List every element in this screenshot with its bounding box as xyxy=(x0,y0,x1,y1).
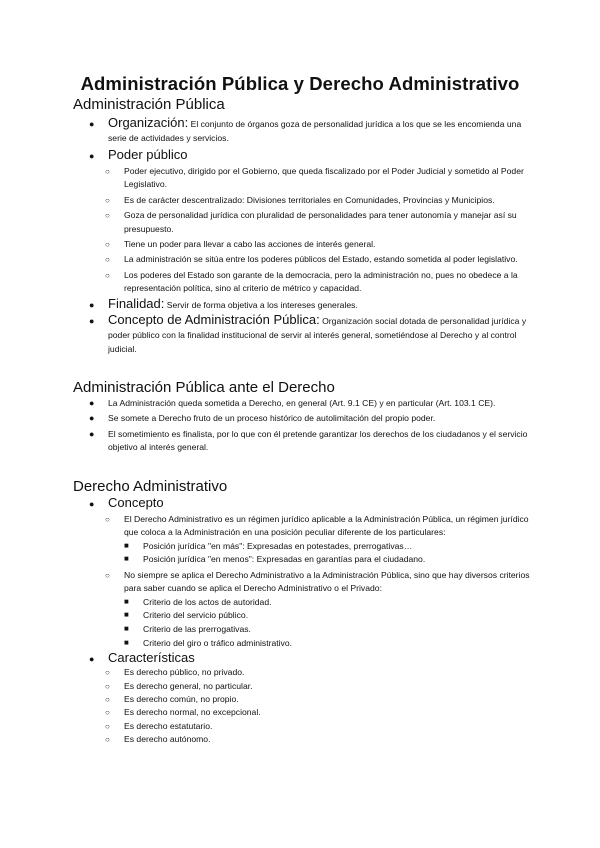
circle-bullet-icon: ○ xyxy=(105,211,110,221)
circle-bullet-icon: ○ xyxy=(105,270,110,280)
square-bullet-icon: ■ xyxy=(124,596,129,606)
list-item: ○ Es derecho general, no particular. xyxy=(105,680,534,693)
list-item: ○ El Derecho Administrativo es un régimen jurídico aplicable a la Administración Pública, un régimen jurídico que coloca a la Administración en una posición peculiar diferente de los particulares: ■ Posición jurídica "en más": Expresadas en potestades, prerrogativas… ■ Posición jurídica "en menos": Expresadas en garantías para el ciudadano. xyxy=(105,513,534,567)
circle-bullet-icon: ○ xyxy=(105,668,110,678)
circle-bullet-icon: ○ xyxy=(105,681,110,691)
bullet-icon: ● xyxy=(89,398,95,408)
page-title: Administración Pública y Derecho Administrativo xyxy=(80,73,520,94)
list-item: ○ Tiene un poder para llevar a cabo las acciones de interés general. xyxy=(105,238,534,251)
list-item: ○ Poder ejecutivo, dirigido por el Gobierno, que queda fiscalizado por el Poder Judicial y sometido al Poder Legislativo. xyxy=(105,166,524,190)
concepto-sublist xyxy=(105,513,534,650)
list-item: ■ Posición jurídica "en menos": Expresadas en garantías para el ciudadano. xyxy=(124,554,426,565)
bullet-icon: ● xyxy=(89,654,95,665)
bullet-icon: ● xyxy=(89,499,95,509)
list-item-organizacion: ● Organización: El conjunto de órganos goza de personalidad jurídica a los que se les encomienda una serie de actividades y servicios. xyxy=(89,115,522,143)
square-bullet-icon: ■ xyxy=(124,554,129,564)
bullet-icon: ● xyxy=(89,428,95,439)
circle-bullet-icon: ○ xyxy=(105,240,110,250)
square-bullet-icon: ■ xyxy=(124,540,129,550)
section-heading-administracion-publica: Administración Pública xyxy=(73,96,225,113)
section-1-list xyxy=(89,116,534,356)
list-item: ○ Es derecho común, no propio. xyxy=(105,693,534,706)
list-item: ● Se somete a Derecho fruto de un proceso histórico de autolimitación del propio poder. xyxy=(89,412,534,425)
list-item-concepto: ● Concepto ○ El Derecho Administrativo es un régimen jurídico aplicable a la Administración Pública, un régimen jurídico que coloca a la Administración en una posición peculiar diferente de los particulares: ■ Posición jurídica "en más": Expresadas en potestades, prerrogativas… ■ Posición jurídica "en menos": Expresadas en garantías para el ciudadano. ○ No siempre se aplica el Derecho Administrativo a la Administración Pública, sino que hay diversos criterios para saber cuando se aplica el Derecho Administrativo o el Privado: ■ Criterio de los actos de autoridad. ■ Criterio del servicio público. ■ Criterio de las prerrogativas. ■ Criterio del giro o tráfico administrativo. xyxy=(89,496,534,650)
list-item: ■ Criterio de los actos de autoridad. xyxy=(124,596,272,607)
square-bullet-icon: ■ xyxy=(124,610,129,620)
list-item-concepto-administracion: ● Concepto de Administración Pública: Organización social dotada de personalidad jurídica y poder público con la finalidad institucional de servir al interés general, sometiéndose al Derecho y al control judicial. xyxy=(89,311,527,354)
circle-bullet-icon: ○ xyxy=(105,708,110,718)
bullet-icon: ● xyxy=(89,413,95,424)
list-item: ○ La administración se sitúa entre los poderes públicos del Estado, estando sometida al poder legislativo. xyxy=(105,253,534,266)
list-item: ● La Administración queda sometida a Derecho, en general (Art. 9.1 CE) y en particular (Art. 103.1 CE). xyxy=(89,397,534,410)
circle-bullet-icon: ○ xyxy=(105,167,110,176)
square-bullet-icon: ■ xyxy=(124,637,129,647)
list-item: ○ Es derecho estatutario. xyxy=(105,720,534,733)
bullet-icon: ● xyxy=(89,119,95,129)
bullet-icon: ● xyxy=(89,315,95,326)
bullet-icon: ● xyxy=(89,151,95,161)
list-item: ○ Es de carácter descentralizado: Divisiones territoriales en Comunidades, Provincias y Municipios. xyxy=(105,194,534,207)
section-3-list xyxy=(89,496,534,747)
criterios-list xyxy=(124,596,534,650)
poder-publico-sublist xyxy=(105,165,534,296)
circle-bullet-icon: ○ xyxy=(105,515,110,524)
posicion-juridica-list xyxy=(124,540,534,567)
list-item: ■ Criterio del servicio público. xyxy=(124,610,249,621)
list-item: ○ No siempre se aplica el Derecho Administrativo a la Administración Pública, sino que hay diversos criterios para saber cuando se aplica el Derecho Administrativo o el Privado: ■ Criterio de los actos de autoridad. ■ Criterio del servicio público. ■ Criterio de las prerrogativas. ■ Criterio del giro o tráfico administrativo. xyxy=(105,569,534,650)
list-item: ■ Posición jurídica "en más": Expresadas en potestades, prerrogativas… xyxy=(124,540,413,551)
circle-bullet-icon: ○ xyxy=(105,721,110,731)
circle-bullet-icon: ○ xyxy=(105,255,110,265)
circle-bullet-icon: ○ xyxy=(105,695,110,704)
circle-bullet-icon: ○ xyxy=(105,571,110,580)
list-item: ○ Es derecho autónomo. xyxy=(105,733,534,746)
list-item: ○ Los poderes del Estado son garante de la democracia, pero la administración no, pues no obedece a la representación política, sino al criterio de métrico y capacidad. xyxy=(105,269,518,294)
list-item: ● El sometimiento es finalista, por lo que con él pretende garantizar los derechos de los ciudadanos y el servicio objetivo al interés general. xyxy=(89,428,528,453)
list-item-poder-publico: ● Poder público ○ Poder ejecutivo, dirigido por el Gobierno, que queda fiscalizado por el Poder Judicial y sometido al Poder Legislativo. ○ Es de carácter descentralizado: Divisiones territoriales en Comunidades, Provincias y Municipios. ○ Goza de personalidad jurídica con pluralidad de personalidades para tener autonomía y manejar así su presupuesto. ○ Tiene un poder para llevar a cabo las acciones de interés general. ○ La administración se sitúa entre los poderes públicos del Estado, estando sometida al poder legislativo. ○ Los poderes del Estado son garante de la democracia, pero la administración no, pues no obedece a la representación política, sino al criterio de métrico y capacidad. xyxy=(89,148,534,296)
section-heading-derecho-administrativo: Derecho Administrativo xyxy=(73,478,228,495)
list-item: ○ Es derecho normal, no excepcional. xyxy=(105,706,534,719)
list-item: ○ Goza de personalidad jurídica con pluralidad de personalidades para tener autonomía y manejar así su presupuesto. xyxy=(105,210,517,234)
circle-bullet-icon: ○ xyxy=(105,735,110,745)
section-heading-ante-el-derecho: Administración Pública ante el Derecho xyxy=(73,379,335,396)
list-item-caracteristicas: ● Características ○ Es derecho público, no privado. ○ Es derecho general, no particular. ○ Es derecho común, no propio. ○ Es derecho normal, no excepcional. ○ Es derecho estatutario. ○ Es derecho autónomo. xyxy=(89,651,534,746)
square-bullet-icon: ■ xyxy=(124,624,129,633)
section-2-list xyxy=(89,397,534,455)
circle-bullet-icon: ○ xyxy=(105,195,110,205)
bullet-icon: ● xyxy=(89,299,95,310)
list-item: ■ Criterio de las prerrogativas. xyxy=(124,624,251,634)
list-item-finalidad: ● Finalidad: Servir de forma objetiva a los intereses generales. xyxy=(89,295,358,311)
list-item: ■ Criterio del giro o tráfico administrativo. xyxy=(124,637,293,648)
caracteristicas-sublist xyxy=(105,666,534,746)
list-item: ○ Es derecho público, no privado. xyxy=(105,666,534,679)
